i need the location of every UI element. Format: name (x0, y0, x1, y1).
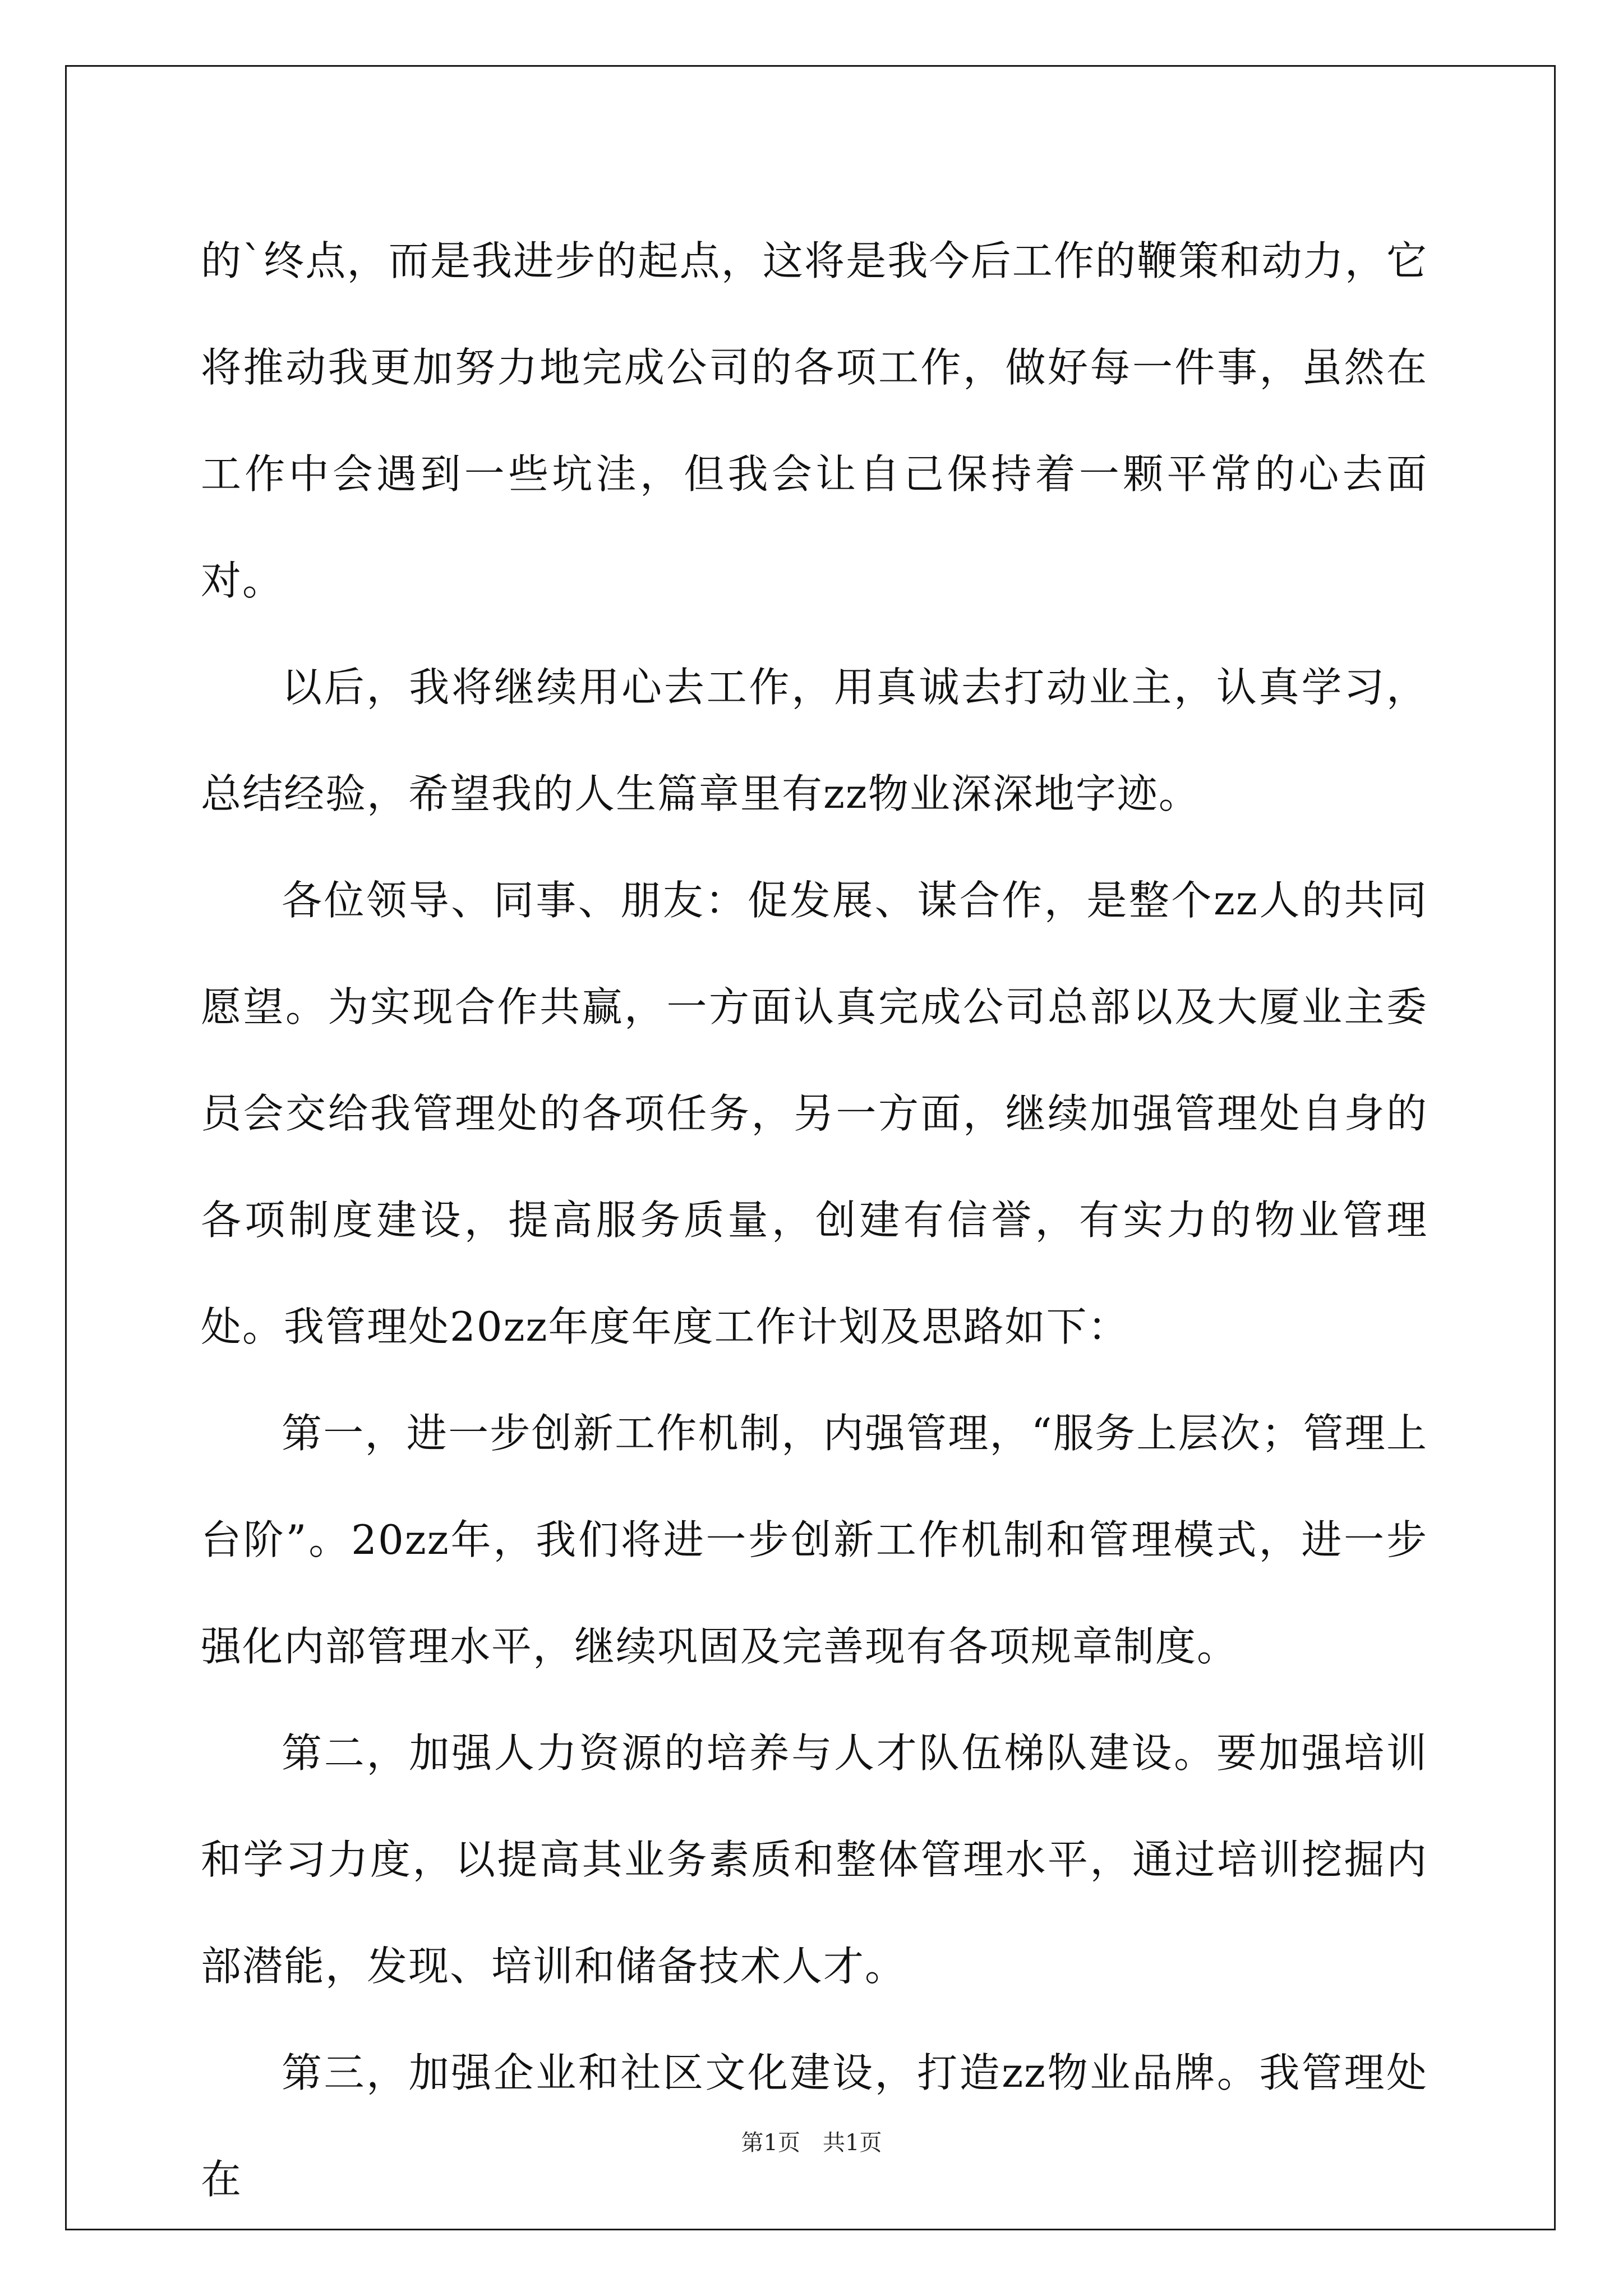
paragraph-1: 的`终点，而是我进步的起点，这将是我今后工作的鞭策和动力，它将推动我更加努力地完成公司的各项工作，做好每一件事，虽然在工作中会遇到一些坑洼，但我会让自己保持着一颗平常的心去面对。 (201, 237, 1428, 604)
paragraph-4: 第一，进一步创新工作机制，内强管理，“服务上层次；管理上台阶”。20zz年，我们将进一步创新工作机制和管理模式，进一步强化内部管理水平，继续巩固及完善现有各项规章制度。 (201, 1410, 1428, 1670)
paragraph-6: 第三，加强企业和社区文化建设，打造zz物业品牌。我管理处在 (201, 2049, 1428, 2203)
paragraph-2: 以后，我将继续用心去工作，用真诚去打动业主，认真学习，总结经验，希望我的人生篇章里有zz物业深深地字迹。 (201, 664, 1428, 817)
paragraph-3: 各位领导、同事、朋友：促发展、谋合作，是整个zz人的共同愿望。为实现合作共赢，一方面认真完成公司总部以及大厦业主委员会交给我管理处的各项任务，另一方面，继续加强管理处自身的各项制度建设，提高服务质量，创建有信誉，有实力的物业管理处。我管理处20zz年度年度工作计划及思路如下： (201, 877, 1428, 1350)
document-body (201, 208, 1428, 2233)
paragraph-5: 第二，加强人力资源的培养与人才队伍梯队建设。要加强培训和学习力度，以提高其业务素质和整体管理水平，通过培训挖掘内部潜能，发现、培训和储备技术人才。 (201, 1729, 1428, 1990)
page-number-footer: 第1页 共1页 (741, 2130, 882, 2156)
